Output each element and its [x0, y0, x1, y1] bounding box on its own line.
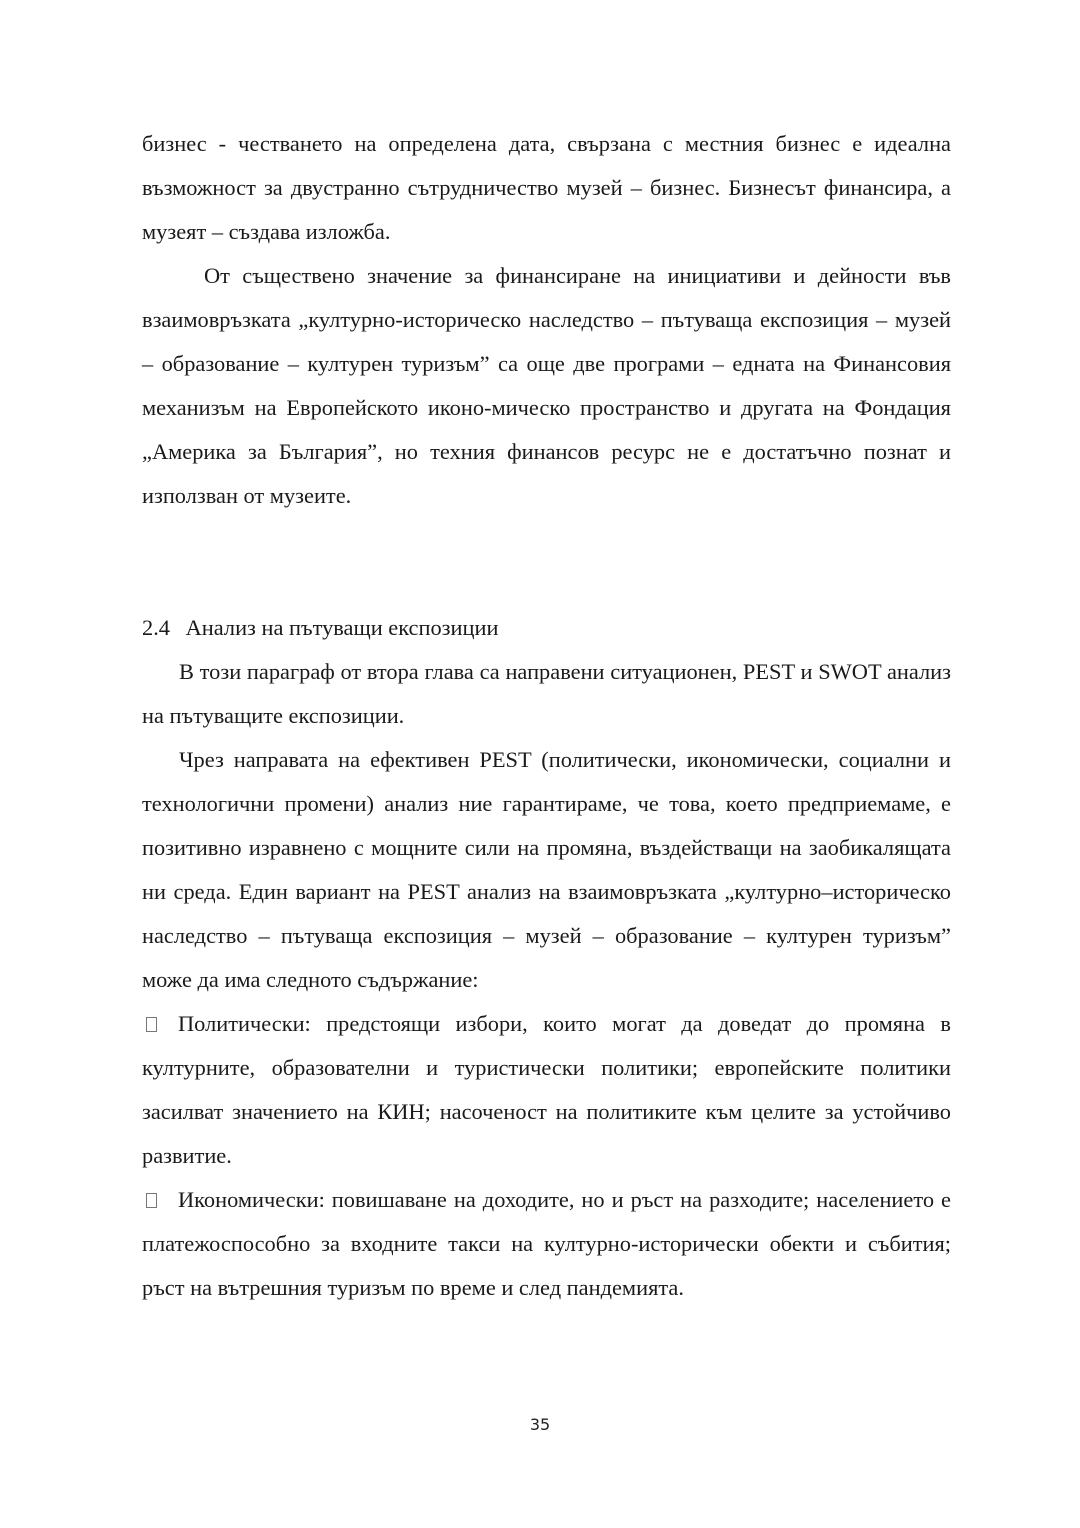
paragraph-pest: Чрез направата на ефективен PEST (политически, икономически, социални и технологични промени) анализ ние гарантираме, че това, което предприемаме, е позитивно изравнено с мощните сили на промяна, въздействащи на заобикалящата ни среда. Един вариант на PEST анализ на взаимовръзката „културно–историческо наследство – пътуваща експозиция – музей – образование – културен туризъм” може да има следното съдържание: [142, 747, 951, 992]
paragraph-financing: От съществено значение за финансиране на инициативи и дейности във взаимовръзката „културно-историческо наследство – пътуваща експозиция – музей – образование – културен туризъм” са още две програми – едната на Финансовия механизъм на Европейското иконо-мическо пространство и другата на Фондация „Америка за България”, но техния финансов ресурс не е достатъчно познат и използван от музеите. [142, 263, 951, 508]
list-item-text: Икономически: повишаване на доходите, но и ръст на разходите; населението е платежоспособно за входните такси на културно-исторически обекти и събития; ръст на вътрешния туризъм по време и след пандемията. [142, 1187, 951, 1300]
section-number: 2.4 [142, 615, 170, 640]
page-number: 35 [529, 1415, 551, 1434]
bullet-box-icon [146, 1193, 157, 1208]
paragraph-intro: В този параграф от втора глава са направени ситуационен, PEST и SWOT анализ на пътуващите експозиции. [142, 659, 951, 728]
section-heading [142, 606, 951, 650]
list-item [142, 1178, 951, 1310]
paragraph-business: бизнес - честването на определена дата, свързана с местния бизнес е идеална възможност за двустранно сътрудничество музей – бизнес. Бизнесът финансира, а музеят – създава изложба. [142, 131, 951, 244]
list-item [142, 1002, 951, 1178]
list-item-text: Политически: предстоящи избори, които могат да доведат до промяна в културните, образователни и туристически политики; европейските политики засилват значението на КИН; насоченост на политиките към целите за устойчиво развитие. [142, 1011, 951, 1168]
document-page [142, 122, 951, 1310]
section-title: Анализ на пътуващи експозиции [185, 615, 499, 640]
section-spacer [142, 518, 951, 606]
bullet-box-icon [146, 1017, 157, 1032]
